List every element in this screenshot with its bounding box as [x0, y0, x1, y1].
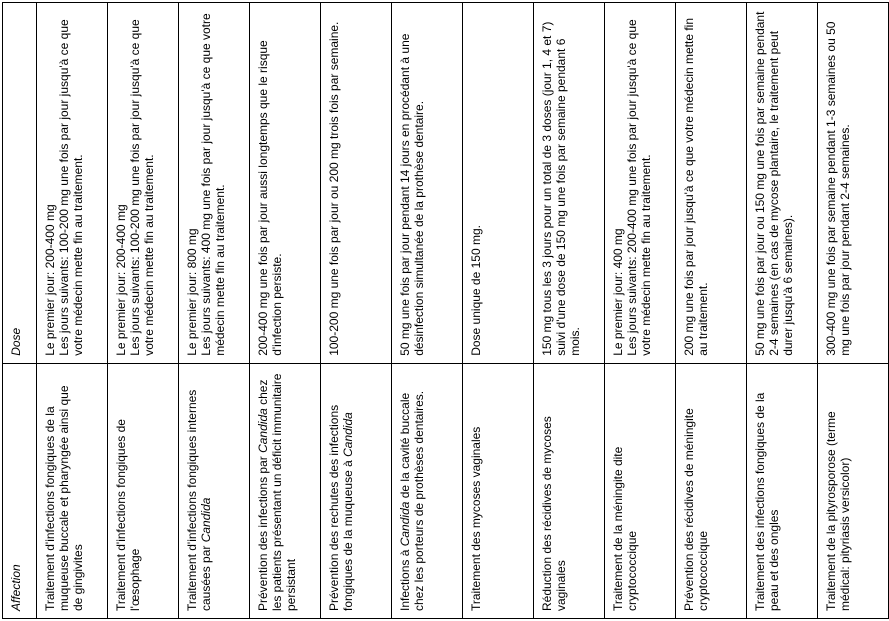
- table-row: [605, 3, 676, 619]
- affection-text: Infections à: [398, 546, 412, 611]
- dose-cell: [37, 3, 108, 364]
- affection-cell: [250, 363, 321, 618]
- affection-text: chez les patients présentant un déficit immunitaire persistant: [256, 373, 298, 611]
- dose-cell: [108, 3, 179, 364]
- dose-line: 100-200 mg une fois par jour ou 200 mg trois fois par semaine.: [327, 21, 341, 356]
- dose-cell: [747, 3, 818, 364]
- table-row: [37, 3, 108, 619]
- affection-text: Traitement des infections fongiques de la peau et des ongles: [753, 392, 781, 611]
- dose-cell: [534, 3, 605, 364]
- dosage-table: [2, 2, 889, 619]
- dose-line: Le premier jour: 200-400 mg: [114, 204, 128, 356]
- header-dose: Dose: [3, 3, 37, 364]
- dose-cell: [676, 3, 747, 364]
- dose-cell: [179, 3, 250, 364]
- dose-line: Les jours suivants: 100-200 mg une fois par jour jusqu'à ce que votre médecin mette fin au traitement.: [128, 19, 156, 356]
- table-row: [321, 3, 392, 619]
- dose-line: 50 mg une fois par jour ou 150 mg une fois par semaine pendant 2-4 semaines (en cas de mycose plantaire, le traitement peut durer jusqu'à 6 semaines).: [753, 11, 795, 356]
- dose-line: Les jours suivants: 400 mg une fois par jour jusqu'à ce que votre médecin mette fin au traitement.: [199, 13, 227, 356]
- table-row: [250, 3, 321, 619]
- affection-text: Traitement des mycoses vaginales: [469, 426, 483, 611]
- affection-cell: [676, 363, 747, 618]
- affection-cell: [605, 363, 676, 618]
- affection-italic: Candida: [398, 501, 412, 547]
- table-row: [463, 3, 534, 619]
- table-header-row: [3, 3, 37, 619]
- dose-line: Le premier jour: 200-400 mg: [43, 204, 57, 356]
- dose-line: 200 mg une fois par jour jusqu'à ce que votre médecin mette fin au traitement.: [682, 17, 710, 356]
- table-row: [747, 3, 818, 619]
- dose-line: Le premier jour: 800 mg: [185, 228, 199, 356]
- affection-text: Traitement d'infections fongiques de l'œsophage: [114, 419, 142, 611]
- dose-line: 200-400 mg une fois par jour aussi longtemps que le risque d'infection persiste.: [256, 40, 284, 356]
- affection-italic: Candida: [256, 408, 270, 453]
- table-row: [392, 3, 463, 619]
- dose-cell: [250, 3, 321, 364]
- affection-cell: [818, 363, 889, 618]
- affection-text: Traitement d'infections fongiques de la muqueuse buccale et pharyngée ainsi que de gingivites: [43, 385, 85, 611]
- affection-text: Réduction des récidives de mycoses vaginales: [540, 416, 568, 611]
- dose-line: 300-400 mg une fois par semaine pendant 1-3 semaines ou 50 mg une fois par jour pendant 2-4 semaines.: [824, 21, 852, 356]
- dose-line: 50 mg une fois par jour pendant 14 jours en procédant à une désinfection simultanée de la prothèse dentaire.: [398, 33, 426, 356]
- affection-cell: [747, 363, 818, 618]
- dose-cell: [605, 3, 676, 364]
- header-affection: Affection: [3, 363, 37, 618]
- affection-text: Prévention des récidives de méningite cryptococcique: [682, 408, 710, 611]
- dose-line: Dose unique de 150 mg.: [469, 225, 483, 356]
- affection-italic: Candida: [341, 412, 355, 457]
- dose-line: Le premier jour: 400 mg: [611, 228, 625, 356]
- affection-text: Traitement de la méningite dite cryptococcique: [611, 446, 639, 611]
- dose-cell: [321, 3, 392, 364]
- table-row: [676, 3, 747, 619]
- affection-cell: [108, 363, 179, 618]
- dose-cell: [818, 3, 889, 364]
- affection-cell: [37, 363, 108, 618]
- affection-text: de la cavité buccale chez les porteurs de prothèses dentaires.: [398, 390, 426, 611]
- affection-text: Prévention des infections par: [256, 452, 270, 611]
- affection-text: Prévention des rechutes des infections fongiques de la muqueuse à: [327, 404, 355, 611]
- table-row: [179, 3, 250, 619]
- dose-line: 150 mg tous les 3 jours pour un total de 3 doses (jour 1, 4 et 7) suivi d'une dose de 150 mg une fois par semaine pendant 6 mois.: [540, 21, 582, 356]
- affection-cell: [321, 363, 392, 618]
- table-row: [818, 3, 889, 619]
- affection-text: Traitement de la pityrosporose (terme médical: pityriasis versicolor): [824, 411, 852, 611]
- affection-cell: [534, 363, 605, 618]
- affection-text: Traitement d'infections fongiques internes causées par: [185, 389, 213, 611]
- table-row: [534, 3, 605, 619]
- dose-line: Les jours suivants: 200-400 mg une fois par jour jusqu'à ce que votre médecin mette fin au traitement.: [625, 19, 653, 356]
- table-row: [108, 3, 179, 619]
- dose-line: Les jours suivants: 100-200 mg une fois par jour jusqu'à ce que votre médecin mette fin au traitement.: [57, 19, 85, 356]
- affection-italic: Candida: [199, 497, 213, 543]
- affection-cell: [392, 363, 463, 618]
- affection-cell: [179, 363, 250, 618]
- dose-cell: [392, 3, 463, 364]
- dose-cell: [463, 3, 534, 364]
- affection-cell: [463, 363, 534, 618]
